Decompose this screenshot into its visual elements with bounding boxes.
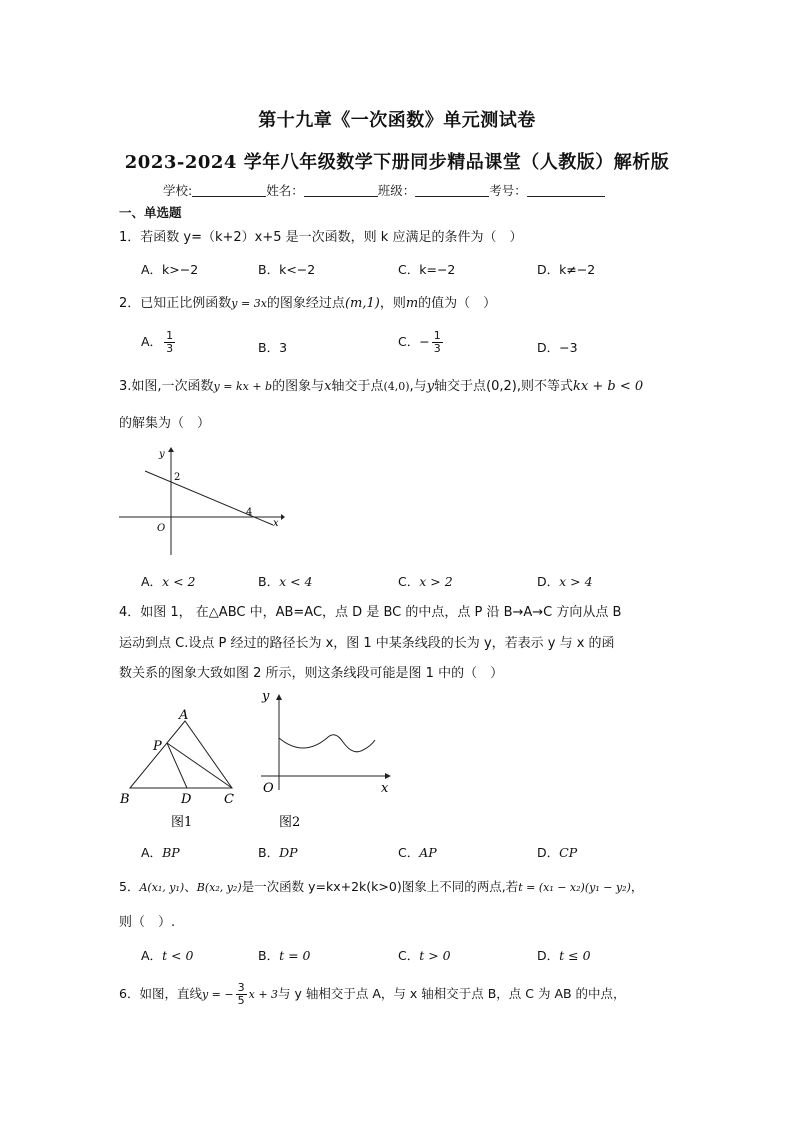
q2-option-c[interactable]: C．− $\frac{1}{3}$: [398, 329, 441, 355]
q3-x-intercept-label: 4: [246, 507, 253, 518]
q4-fig2-curve: [279, 735, 375, 752]
q1-stem: 1．若函数 y=（k+2）x+5 是一次函数，则 k 应满足的条件为（ ）: [119, 230, 523, 245]
q3-x-arrow: [281, 514, 285, 520]
q5-stem: 5．A(x₁, y₁)、B(x₂, y₂)是一次函数 y=kx+2k(k>0)图象上不同的两点,若t = (x₁ − x₂)(y₁ − y₂)，: [119, 879, 644, 894]
q2-option-d[interactable]: D．−3: [537, 340, 578, 355]
number-label: 考号：: [489, 183, 527, 198]
school-blank[interactable]: [192, 184, 266, 197]
q4-fig2-caption: 图2: [279, 815, 301, 830]
q4-label-b: B: [120, 792, 130, 807]
q2-option-a[interactable]: A． $\frac{1}{3}$: [141, 329, 174, 355]
q2-stem: 2．已知正比例函数y = 3x的图象经过点(m,1)，则m的值为（ ）: [119, 296, 497, 311]
q4-stem-line1: 4．如图 1， 在△ABC 中，AB=AC，点 D 是 BC 的中点，点 P 沿 B→A→C 方向从点 B: [119, 605, 622, 620]
q1-option-c[interactable]: C．k=−2: [398, 262, 456, 277]
q3-option-d[interactable]: D．x > 4: [537, 574, 593, 589]
q2-option-b[interactable]: B．3: [258, 340, 288, 355]
q5-option-c[interactable]: C．t > 0: [398, 948, 451, 963]
q3-stem: 3.如图,一次函数y = kx + b的图象与x轴交于点(4,0),与y轴交于点(0,2),则不等式kx + b < 0: [119, 379, 644, 394]
q4-figure2: [255, 686, 395, 834]
name-label: 姓名：: [266, 183, 304, 198]
school-label: 学校:: [163, 183, 193, 198]
q5-stem-line2: 则（ ）.: [119, 915, 176, 930]
name-blank[interactable]: [304, 184, 378, 197]
q4-fig1-caption: 图1: [171, 815, 193, 830]
number-blank[interactable]: [527, 184, 605, 197]
q4-stem-line2: 运动到点 C.设点 P 经过的路径长为 x，图 1 中某条线段的长为 y，若表示 y 与 x 的函: [119, 636, 615, 651]
q4-option-b[interactable]: B．DP: [258, 845, 298, 860]
q1-option-b[interactable]: B．k<−2: [258, 262, 316, 277]
class-label: 班级：: [377, 183, 416, 198]
section-heading: 一、单选题: [119, 205, 182, 220]
q1-option-d[interactable]: D．k≠−2: [537, 262, 596, 277]
q1-option-a[interactable]: A．k>−2: [141, 262, 199, 277]
q4-fig2-y-arrow: [276, 694, 282, 700]
q3-y-label: y: [159, 449, 165, 460]
q3-stem-line2: 的解集为（ ）: [119, 416, 211, 431]
q3-graph: [115, 443, 285, 559]
q3-y-arrow: [168, 447, 174, 452]
q3-y-intercept-label: 2: [174, 472, 181, 483]
q4-option-a[interactable]: A．BP: [141, 845, 180, 860]
q4-figure1: [115, 708, 245, 834]
q3-option-b[interactable]: B．x < 4: [258, 574, 313, 589]
student-info: [163, 181, 605, 199]
q4-fig2-x-label: x: [381, 781, 389, 796]
q4-stem-line3: 数关系的图象大致如图 2 所示，则这条线段可能是图 1 中的（ ）: [119, 666, 504, 681]
q5-option-d[interactable]: D．t ≤ 0: [537, 948, 591, 963]
page-subtitle: 2023-2024 学年八年级数学下册同步精品课堂（人教版）解析版: [124, 152, 670, 173]
q4-label-p: P: [153, 739, 162, 754]
q3-option-a[interactable]: A．x < 2: [141, 574, 196, 589]
q4-label-d: D: [181, 792, 192, 807]
q4-fig2-y-label: y: [262, 689, 270, 704]
q3-x-label: x: [273, 518, 279, 529]
q4-label-c: C: [224, 792, 234, 807]
q4-fig2-origin: O: [263, 781, 274, 796]
q4-label-a: A: [179, 708, 189, 723]
q5-option-a[interactable]: A．t < 0: [141, 948, 194, 963]
q4-option-c[interactable]: C．AP: [398, 845, 437, 860]
q3-option-c[interactable]: C．x > 2: [398, 574, 453, 589]
q4-fig2-x-arrow: [385, 773, 391, 779]
q3-origin-label: O: [157, 523, 166, 534]
q6-stem: 6．如图，直线y = − $\frac{3}{5}$ x + 3与 y 轴相交于点 A，与 x 轴相交于点 B，点 C 为 AB 的中点，: [119, 981, 626, 1007]
q4-option-d[interactable]: D．CP: [537, 845, 578, 860]
class-blank[interactable]: [415, 184, 489, 197]
q5-option-b[interactable]: B．t = 0: [258, 948, 311, 963]
page-title: 第十九章《一次函数》单元测试卷: [258, 110, 536, 131]
